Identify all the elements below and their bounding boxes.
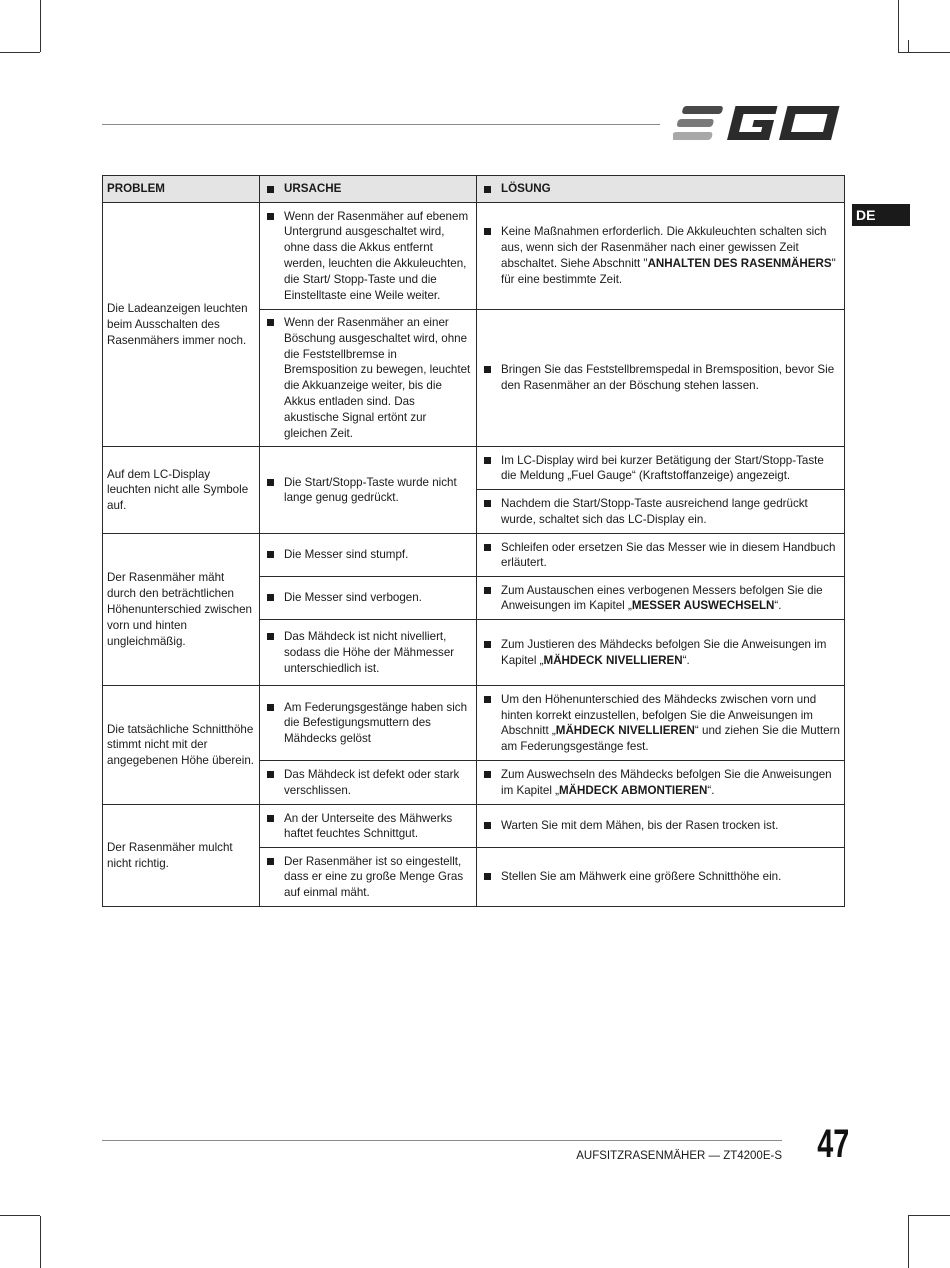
- cause-cell: Der Rasenmäher ist so eingestellt, dass er eine zu große Menge Gras auf einmal mäht.: [260, 848, 477, 907]
- problem-cell: Die Ladeanzeigen leuchten beim Ausschalten des Rasenmähers immer noch.: [103, 203, 260, 447]
- ego-logo: [673, 100, 845, 146]
- table-header-row: [103, 176, 845, 203]
- table-row: [103, 534, 845, 577]
- footer-product-name: AUFSITZRASENMÄHER — ZT4200E-S: [576, 1150, 782, 1162]
- troubleshooting-table: [102, 175, 845, 907]
- solution-cell: Nachdem die Start/Stopp-Taste ausreichend lange gedrückt wurde, schaltet sich das LC-Display ein.: [477, 490, 845, 534]
- cause-cell: An der Unterseite des Mähwerks haftet feuchtes Schnittgut.: [260, 805, 477, 848]
- cause-cell: Die Messer sind verbogen.: [260, 577, 477, 620]
- cause-cell: Wenn der Rasenmäher auf ebenem Untergrund ausgeschaltet wird, ohne dass die Akkus entfernt werden, leuchten die Akkuleuchten, die Start/ Stopp-Taste und die Einstelltaste eine Weile weiter.: [260, 203, 477, 310]
- cause-cell: Die Start/Stopp-Taste wurde nicht lange genug gedrückt.: [260, 447, 477, 534]
- table-row: [103, 203, 845, 310]
- problem-cell: Der Rasenmäher mäht durch den beträchtlichen Höhenunterschied zwischen vorn und hinten ungleichmäßig.: [103, 534, 260, 686]
- crop-mark: [898, 52, 950, 53]
- solution-cell: Schleifen oder ersetzen Sie das Messer wie in diesem Handbuch erläutert.: [477, 534, 845, 577]
- solution-cell: Im LC-Display wird bei kurzer Betätigung der Start/Stopp-Taste die Meldung „Fuel Gauge“ (Kraftstoffanzeige) angezeigt.: [477, 447, 845, 490]
- crop-mark: [908, 1216, 909, 1268]
- page-number: 47: [817, 1122, 850, 1166]
- footer-rule: [102, 1140, 782, 1141]
- crop-mark: [908, 40, 909, 52]
- header-problem: PROBLEM: [103, 176, 260, 203]
- cause-cell: Das Mähdeck ist nicht nivelliert, sodass die Höhe der Mähmesser unterschiedlich ist.: [260, 620, 477, 686]
- solution-cell: Stellen Sie am Mähwerk eine größere Schnitthöhe ein.: [477, 848, 845, 907]
- header-solution: LÖSUNG: [477, 176, 845, 203]
- cause-cell: Das Mähdeck ist defekt oder stark verschlissen.: [260, 761, 477, 805]
- crop-mark: [40, 1216, 41, 1268]
- crop-mark: [40, 0, 41, 52]
- solution-cell: Zum Justieren des Mähdecks befolgen Sie die Anweisungen im Kapitel „MÄHDECK NIVELLIEREN“.: [477, 620, 845, 686]
- problem-cell: Der Rasenmäher mulcht nicht richtig.: [103, 805, 260, 907]
- cause-cell: Am Federungsgestänge haben sich die Befestigungsmuttern des Mähdecks gelöst: [260, 686, 477, 761]
- table-row: [103, 686, 845, 761]
- solution-cell: Zum Austauschen eines verbogenen Messers befolgen Sie die Anweisungen im Kapitel „MESSER AUSWECHSELN“.: [477, 577, 845, 620]
- solution-cell: Um den Höhenunterschied des Mähdecks zwischen vorn und hinten korrekt einzustellen, befolgen Sie die Anweisungen im Abschnitt „MÄHDECK NIVELLIEREN“ und ziehen Sie die Muttern am Federungsgestänge fest.: [477, 686, 845, 761]
- solution-cell: Keine Maßnahmen erforderlich. Die Akkuleuchten schalten sich aus, wenn sich der Rasenmäher nach einer gewissen Zeit abschaltet. Siehe Abschnitt "ANHALTEN DES RASENMÄHERS" für eine bestimmte Zeit.: [477, 203, 845, 310]
- solution-cell: Zum Auswechseln des Mähdecks befolgen Sie die Anweisungen im Kapitel „MÄHDECK ABMONTIEREN“.: [477, 761, 845, 805]
- crop-mark: [898, 0, 899, 52]
- table-row: [103, 447, 845, 490]
- crop-mark: [0, 1215, 40, 1216]
- cause-cell: Die Messer sind stumpf.: [260, 534, 477, 577]
- crop-mark: [0, 52, 40, 53]
- cause-cell: Wenn der Rasenmäher an einer Böschung ausgeschaltet wird, ohne die Feststellbremse in Bremsposition zu bewegen, leuchtet die Akkuanzeige weiter, bis die Akkus entladen sind. Das akustische Signal ertönt zur gleichen Zeit.: [260, 310, 477, 447]
- header-cause: URSACHE: [260, 176, 477, 203]
- problem-cell: Auf dem LC-Display leuchten nicht alle Symbole auf.: [103, 447, 260, 534]
- header-rule: [102, 124, 660, 125]
- language-tab: DE: [852, 204, 910, 226]
- crop-mark: [908, 1215, 950, 1216]
- solution-cell: Warten Sie mit dem Mähen, bis der Rasen trocken ist.: [477, 805, 845, 848]
- table-row: [103, 805, 845, 848]
- problem-cell: Die tatsächliche Schnitthöhe stimmt nicht mit der angegebenen Höhe überein.: [103, 686, 260, 805]
- solution-cell: Bringen Sie das Feststellbremspedal in Bremsposition, bevor Sie den Rasenmäher an der Böschung stehen lassen.: [477, 310, 845, 447]
